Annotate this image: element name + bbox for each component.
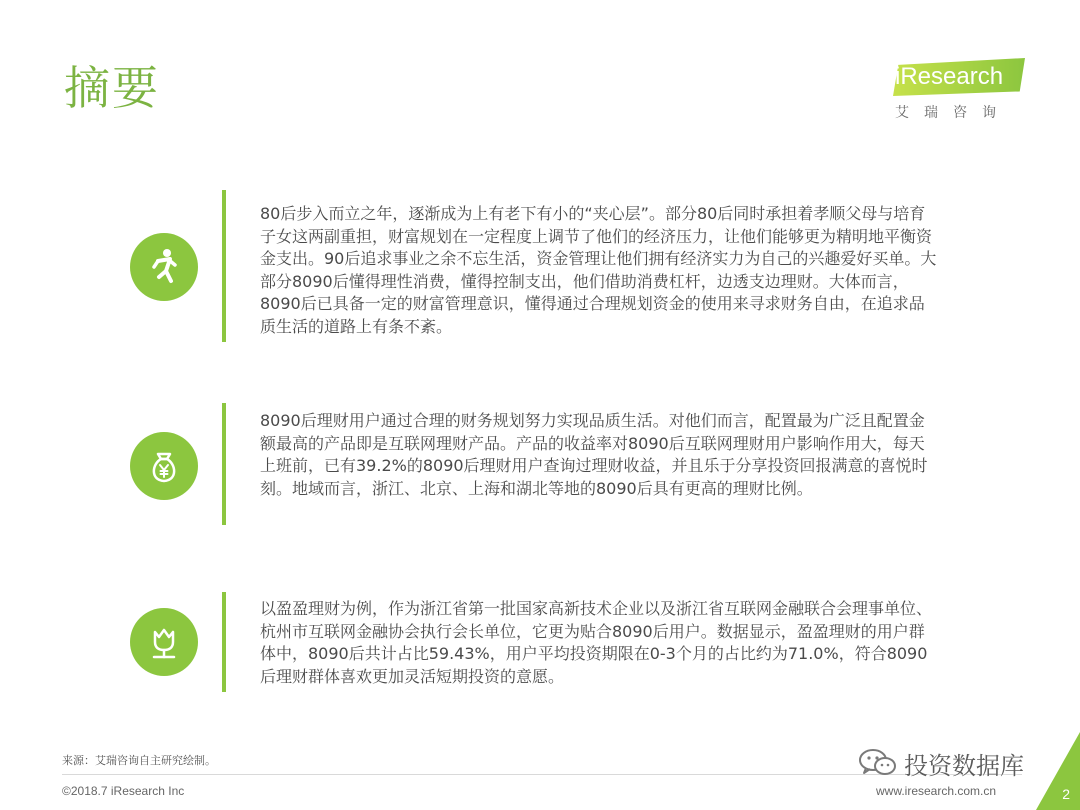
- running-person-icon: [130, 233, 198, 301]
- page-title: 摘要: [64, 61, 160, 115]
- section-text: 以盈盈理财为例，作为浙江省第一批国家高新技术企业以及浙江省互联网金融联合会理事单位、杭州市互联网金融协会执行会长单位，它更为贴合8090后用户。数据显示，盈盈理财的用户群体中，8090后共计占比59.43%，用户平均投资期限在0-3个月的占比约为71.0%，符合8090后理财群体喜欢更加灵活短期投资的意愿。: [260, 599, 933, 686]
- section-accent-bar: [222, 190, 226, 342]
- logo-text: iResearch: [895, 63, 1004, 90]
- website-link[interactable]: www.iresearch.com.cn: [876, 784, 997, 798]
- iresearch-logo: [893, 58, 1033, 128]
- watermark-text: 投资数据库: [904, 751, 1024, 780]
- tulip-flower-icon: [130, 608, 198, 676]
- section-accent-bar: [222, 403, 226, 525]
- watermark: [858, 745, 1024, 781]
- section-accent-bar: [222, 592, 226, 692]
- copyright-text: ©2018.7 iResearch Inc: [62, 784, 185, 798]
- source-note: 来源：艾瑞咨询自主研究绘制。: [62, 754, 216, 767]
- page-corner-decoration: [1036, 732, 1080, 810]
- section-text: 80后步入而立之年，逐渐成为上有老下有小的“夹心层”。部分80后同时承担着孝顺父母与培育子女这两副重担，财富规划在一定程度上调节了他们的经济压力，让他们能够更为精明地平衡资金支出。90后追求事业之余不忘生活，资金管理让他们拥有经济实力为自己的兴趣爱好买单。大部分8090后懂得理性消费，懂得控制支出，他们借助消费杠杆，边透支边理财。大体而言，8090后已具备一定的财富管理意识，懂得通过合理规划资金的使用来寻求财务自由，在追求品质生活的道路上有条不紊。: [260, 204, 937, 336]
- section-text: 8090后理财用户通过合理的财务规划努力实现品质生活。对他们而言，配置最为广泛且配置金额最高的产品即是互联网理财产品。产品的收益率对8090后互联网理财用户影响作用大，每天上班前，已有39.2%的8090后理财用户查询过理财收益，并且乐于分享投资回报满意的喜悦时刻。地域而言，浙江、北京、上海和湖北等地的8090后具有更高的理财比例。: [260, 411, 928, 498]
- money-bag-yuan-icon: [130, 432, 198, 500]
- logo-chinese-text: 艾瑞咨询: [895, 105, 1011, 121]
- page-number: 2: [1062, 786, 1070, 802]
- wechat-icon: [858, 747, 898, 779]
